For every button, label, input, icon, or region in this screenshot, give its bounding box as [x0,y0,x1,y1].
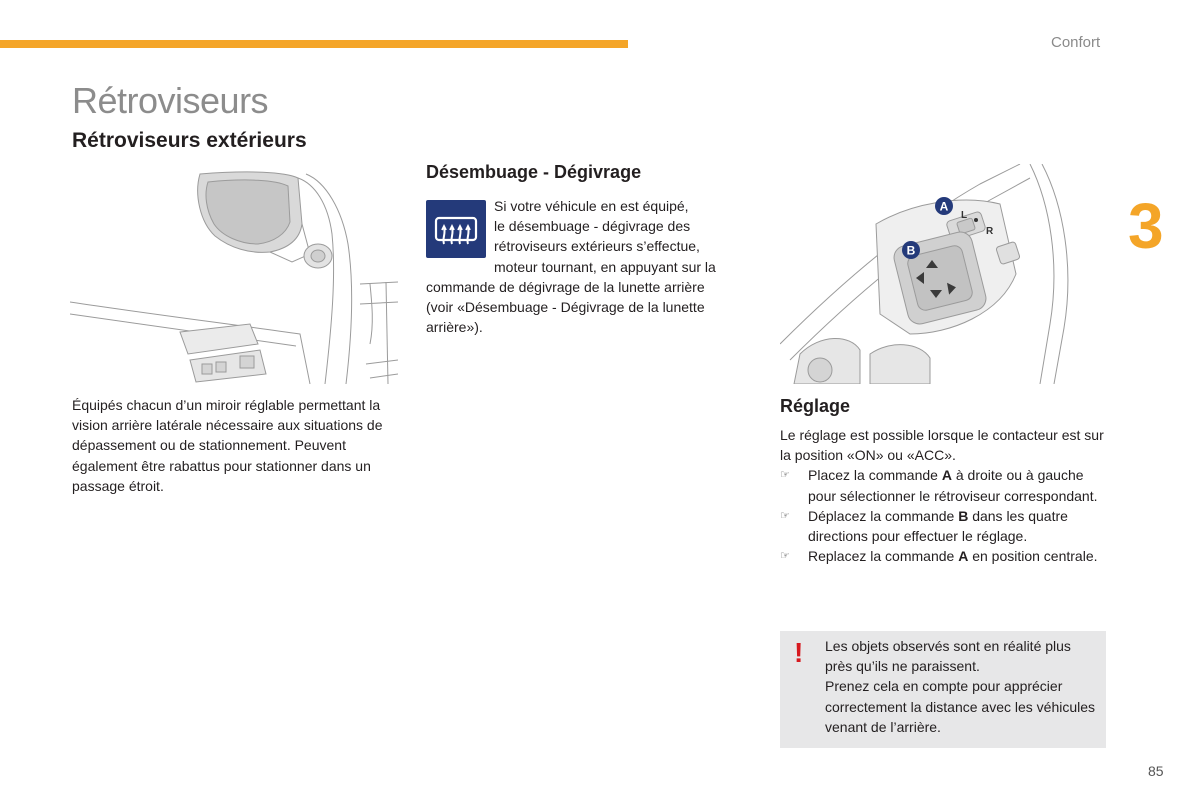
reglage-step [780,506,1106,546]
defrost-line: moteur tournant, en appuyant sur la [494,258,716,275]
pointing-hand-icon: ☞ [780,550,790,563]
step-text: dans les quatre directions pour effectuer le réglage. [808,507,1068,545]
chapter-number: 3 [1128,190,1164,262]
section-label: Confort [1051,34,1101,51]
step-key: A [941,467,952,484]
reglage-instructions [780,425,1106,566]
step-key: B [958,507,969,524]
exclamation-icon: ! [794,637,804,668]
page-number: 85 [1148,763,1164,779]
warning-text [825,636,1101,737]
reglage-step [780,546,1106,566]
warning-line: Prenez cela en compte pour apprécier correctement la distance avec les véhicules venant de l’arrière. [825,678,1096,735]
defrost-line: commande de dégivrage de la lunette arrière [426,278,705,295]
defrost-line: Si votre véhicule en est équipé, [494,198,689,214]
defrost-line: rétroviseurs extérieurs s’effectue, [494,238,700,255]
reglage-intro: Le réglage est possible lorsque le contacteur est sur la position «ON» ou «ACC». [780,427,1104,464]
exterior-mirrors-description: Équipés chacun d’un miroir réglable permettant la vision arrière latérale nécessaire aux situations de dépassement ou de stationnement. Peuvent également être rabattus pour stationner dans un passage étroit. [72,397,383,494]
header-accent-bar [0,40,628,48]
defrost-text [426,196,746,337]
label-r: R [986,226,994,237]
label-a: A [939,199,949,214]
step-text: Placez la commande [808,467,942,484]
defrost-line: (voir «Désembuage - Dégivrage de la lunette [426,299,705,316]
defrost-line: le désembuage - dégivrage des [494,218,691,235]
pointing-hand-icon: ☞ [780,469,790,482]
warning-line: Les objets observés sont en réalité plus près qu’ils ne paraissent. [825,638,1071,675]
exterior-mirror-illustration [70,164,398,384]
defrost-heading: Désembuage - Dégivrage [426,162,642,182]
mirror-controls-illustration [780,164,1106,384]
reglage-step [780,465,1106,505]
pointing-hand-icon: ☞ [780,509,790,522]
defrost-line: arrière»). [426,319,483,336]
reglage-heading: Réglage [780,396,851,416]
step-text: en position centrale. [968,548,1098,565]
warning-box [780,631,1106,748]
label-b: B [906,243,916,258]
step-key: A [958,548,969,565]
step-text: à droite ou à gauche pour sélectionner le rétroviseur correspondant. [808,467,1098,504]
section-title: Rétroviseurs extérieurs [72,129,307,152]
step-text: Déplacez la commande [808,507,959,524]
label-l: L [961,210,968,221]
page-title: Rétroviseurs [72,80,269,121]
step-text: Replacez la commande [808,548,959,565]
